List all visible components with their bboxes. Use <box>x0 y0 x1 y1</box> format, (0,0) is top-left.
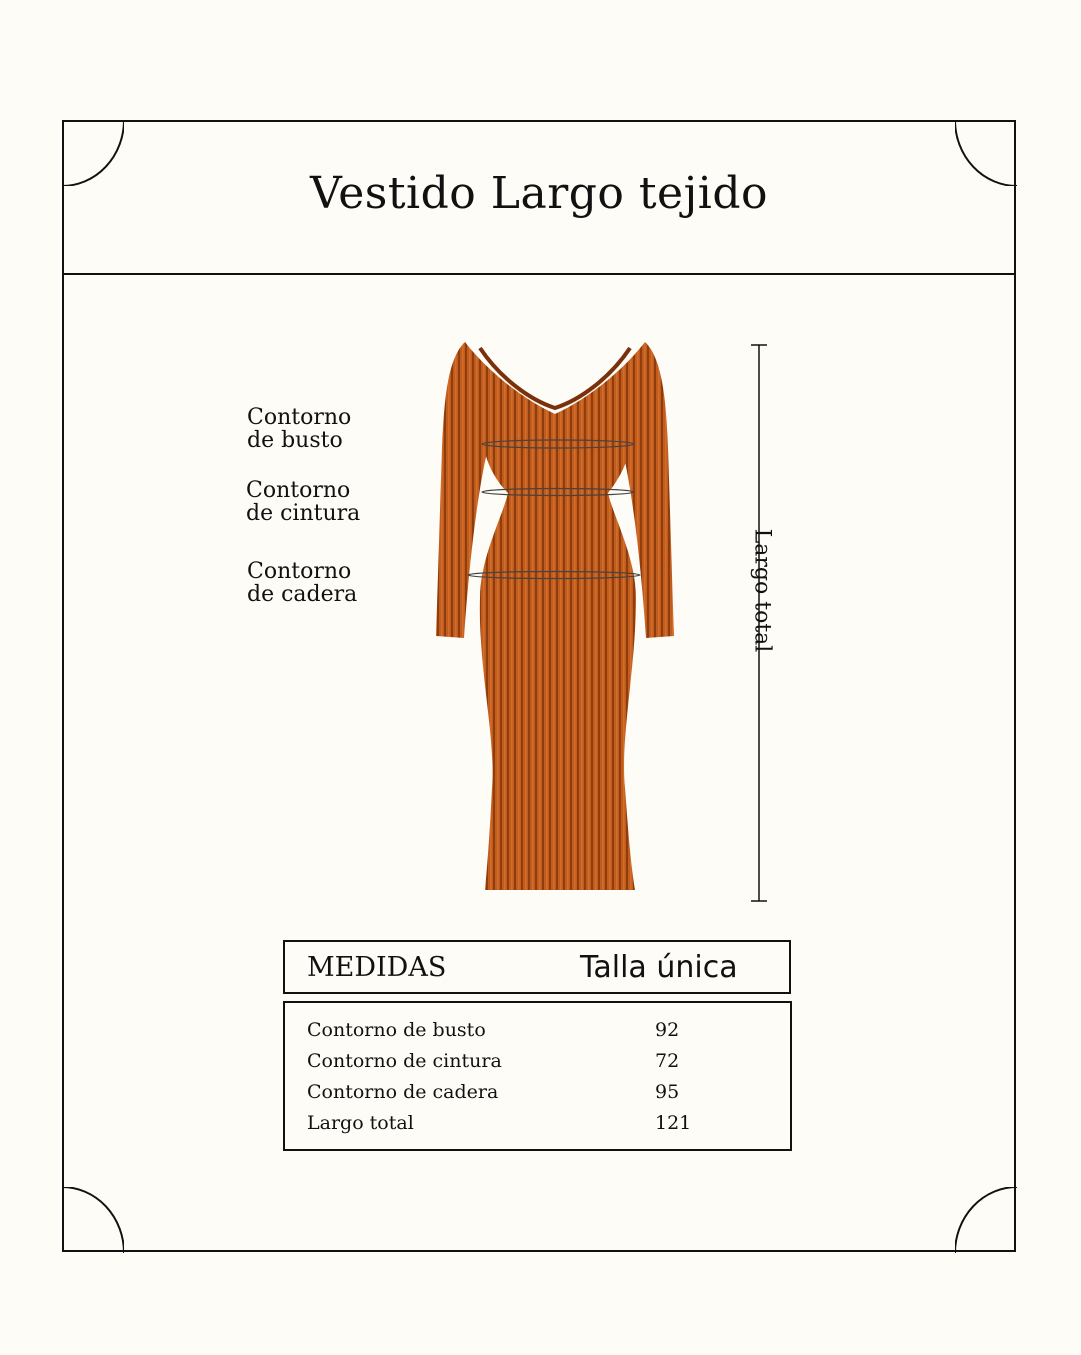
header-talla-unica: Talla única <box>580 950 738 985</box>
label-contorno-cadera <box>247 560 357 606</box>
header-medidas: MEDIDAS <box>307 952 447 983</box>
row-value: 92 <box>655 1019 680 1041</box>
label-contorno-busto <box>247 406 351 452</box>
table-row <box>285 1112 790 1142</box>
corner-arc-bottom-right <box>955 1187 1017 1253</box>
label-contorno-cintura <box>246 479 360 525</box>
row-label: Contorno de cintura <box>307 1050 502 1072</box>
page-title: Vestido Largo tejido <box>310 168 768 219</box>
label-cadera-line2: de cadera <box>247 582 358 607</box>
row-label: Largo total <box>307 1112 414 1134</box>
corner-arc-bottom-left <box>62 1187 124 1253</box>
label-largo-total: Largo total <box>749 528 775 653</box>
row-label: Contorno de busto <box>307 1019 486 1041</box>
row-value: 121 <box>655 1112 692 1134</box>
measurements-table <box>283 1001 792 1151</box>
table-row <box>285 1081 790 1111</box>
label-busto-line1: Contorno <box>247 405 352 430</box>
dress-illustration <box>430 338 680 898</box>
label-busto-line2: de busto <box>247 428 343 453</box>
header-divider <box>62 273 1016 275</box>
table-row <box>285 1050 790 1080</box>
row-label: Contorno de cadera <box>307 1081 499 1103</box>
label-cadera-line1: Contorno <box>247 559 352 584</box>
label-cintura-line1: Contorno <box>246 478 351 503</box>
table-row <box>285 1019 790 1049</box>
row-value: 72 <box>655 1050 680 1072</box>
label-cintura-line2: de cintura <box>246 501 361 526</box>
measurements-table-header <box>283 940 791 994</box>
row-value: 95 <box>655 1081 680 1103</box>
